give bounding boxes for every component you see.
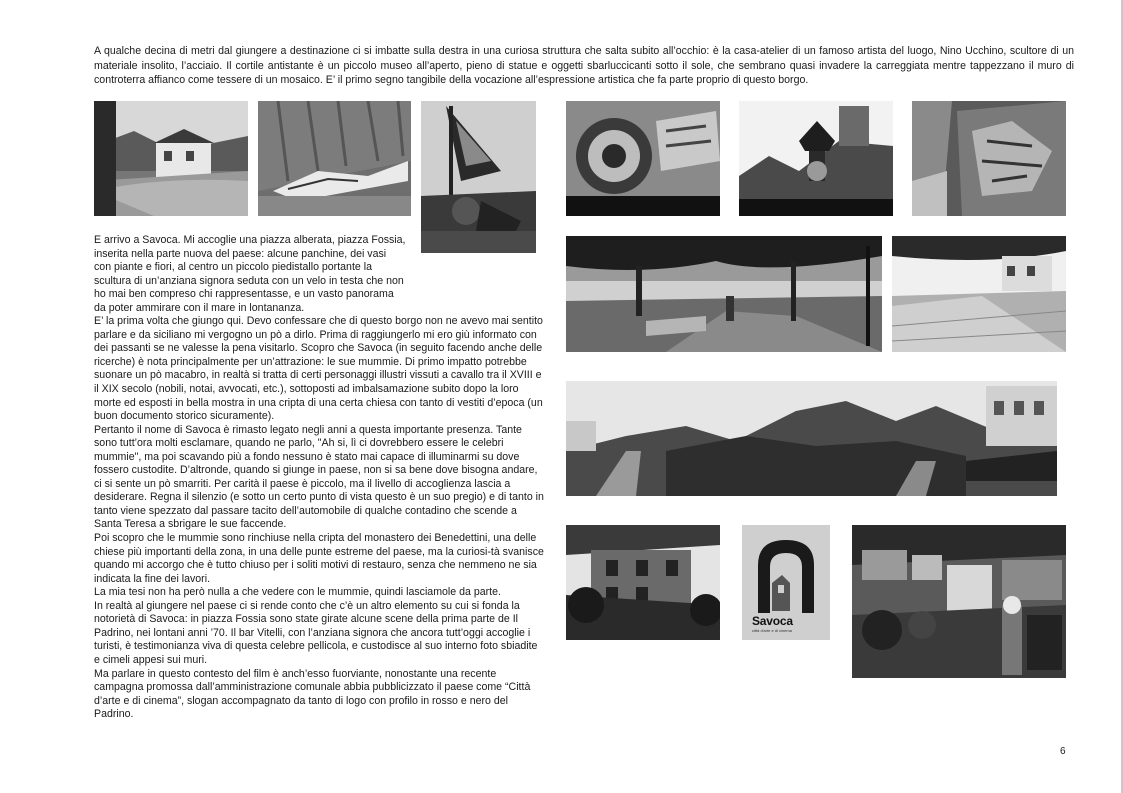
intro-paragraph: A qualche decina di metri dal giungere a destinazione ci si imbatte sulla destra in una curiosa struttura che salta subito all’occhio: è la casa-atelier di un famoso artista del luogo, Nino Ucchino, scultore di un materiale insolito, l’acciaio. Il cortile antistante è un piccolo museo all’aperto, pieno di statue e oggetti sbarluccicanti sotto il sole, che sembrano quasi invadere la carreggiata mentre tappezzano il muro di controterra affianco come tessere di un mosaico. E’ il primo segno tangibile della vocazione all’espressione artistica che fa parte proprio di questo borgo.: [94, 45, 1074, 87]
photo-steel-wall: [258, 101, 411, 216]
body-paragraph: La mia tesi non ha però nulla a che vedere con le mummie, quindi lasciamole da parte.: [94, 586, 501, 599]
photo-bar-interior: [852, 525, 1066, 678]
photo-sculpture-flag: [421, 101, 536, 253]
body-text: [94, 234, 546, 722]
logo-wordmark: Savoca: [752, 614, 793, 628]
savoca-logo-photo: [742, 525, 830, 640]
photo-panorama: [566, 381, 1057, 496]
photo-bar-vitelli: [566, 525, 720, 640]
body-paragraph: E arrivo a Savoca. Mi accoglie una piazza alberata, piazza Fossia, inserita nella parte nuova del paese: alcune panchine, dei vasi con piante e fiori, al centro un piccolo piedistallo portante la scultura di un’anziana signora seduta con un velo in testa che non ho mai ben compreso chi rappresentasse, e un vasto panorama da poter ammirare con il mare in lontananza.: [94, 234, 406, 314]
photo-wheel-sculpture: [566, 101, 720, 216]
photo-piazza-fossia-trees: [566, 236, 882, 352]
page-number: 6: [1060, 746, 1066, 757]
body-paragraph: Poi scopro che le mummie sono rinchiuse nella cripta del monastero dei Benedettini, una delle chiese più importanti della zona, in una delle punte estreme del paese, ma la curiosi-tà svanisce quando mi accorgo che è tutto chiuso per i soliti motivi di restauro, senza che nemmeno ne sia indicata la fine dei lavori.: [94, 532, 544, 585]
body-paragraph: In realtà al giungere nel paese ci si rende conto che c’è un altro elemento su cui si fonda la notorietà di Savoca: in piazza Fossia sono state girate alcune scene della prima parte de Il Padrino, nei lontani anni ’70. Il bar Vitelli, con l’anziana signora che ancora tutt’oggi accoglie i turisti, è testimonianza viva di questa celebre pellicola, e custodisce al suo interno foto sbiadite e cimeli appesi sui muri.: [94, 599, 538, 666]
photo-piazza-pavement: [892, 236, 1066, 352]
body-paragraph: E’ la prima volta che giungo qui. Devo confessare che di questo borgo non ne avevo mai sentito parlare e da siciliano mi vergogno un pò a dirlo. Prima di raggiungerlo mi ero giù informato con dei passanti se ne valesse la pena visitarlo. Scopro che Savoca (in seguito facendo anche delle ricerche) è nota principalmente per un’attrazione: le sue mummie. Di primo impatto potrebbe suonare un pò macabro, in realtà si tratta di certi personaggi illustri vissuti a cavallo tra il XVIII e il XIX secolo (nobili, notai, avvocati, etc.), sottoposti ad imbalsamazione subito dopo la loro morte ed esposti in bella mostra in una cripta di una certa chiesa con tanto di vestiti d’epoca (un buon documento storico sicuramente).: [94, 315, 543, 423]
body-paragraph: Pertanto il nome di Savoca è rimasto legato negli anni a questa importante presenza. Tante sono tutt’ora molti esclamare, quando ne parlo, "Ah si, lì ci dovrebbero essere le celebri mummie", ma poi scavando più a fondo nessuno è stato mai capace di illuminarmi su dove fossero custodite. D’altronde, quando si giunge in paese, non si sa bene dove bisogna andare, ci si sente un pò smarriti. Per carità il paese è piccolo, ma il livello di accoglienza lascia a desiderare. Regna il silenzio (e sotto un certo punto di vista questo è un suo pregio) e di tanto in tanto viene spezzato dal passare tacito dell’automobile di qualche contadino che scende a Santa Teresa a sbrigare le sue faccende.: [94, 423, 544, 531]
logo-tagline: città d'arte e di cinema: [752, 629, 792, 633]
photo-pagoda-tower: [739, 101, 893, 216]
photo-mosaic-wall: [912, 101, 1066, 216]
body-paragraph: Ma parlare in questo contesto del film è anch’esso fuorviante, nonostante una recente campagna promossa dall’amministrazione comunale abbia pubblicizzato il paese come “Città d’arte e di cinema”, slogan accompagnato da tanto di logo con profilo in rosso e nero del Padrino.: [94, 667, 531, 721]
photo-road-house: [94, 101, 248, 216]
